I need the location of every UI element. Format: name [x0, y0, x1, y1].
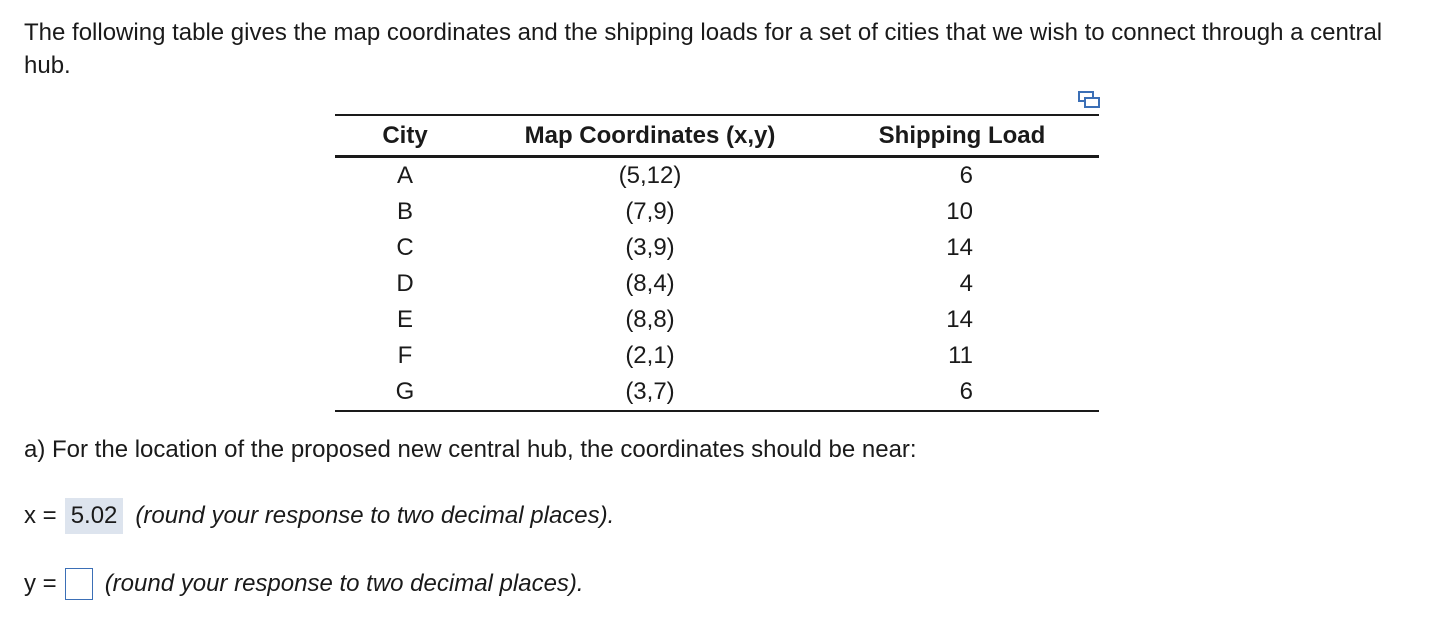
x-answer-field[interactable]: 5.02	[65, 498, 124, 534]
load-cell: 6	[959, 162, 973, 189]
coordinates-cell: (8,8)	[625, 306, 675, 333]
table-row	[335, 157, 1099, 195]
city-cell: F	[397, 342, 413, 369]
city-cell: E	[396, 306, 413, 333]
answer-row-y	[24, 568, 584, 600]
city-cell: D	[396, 270, 414, 297]
header-shipping-load: Shipping Load	[825, 115, 1099, 157]
load-cell: 14	[946, 306, 973, 333]
table-header-row	[335, 115, 1099, 157]
coordinates-cell: (5,12)	[618, 162, 682, 189]
city-cell: B	[396, 198, 413, 225]
coordinates-cell: (3,7)	[625, 378, 675, 405]
x-hint: (round your response to two decimal places).	[135, 502, 615, 529]
coordinates-cell: (3,9)	[625, 234, 675, 261]
table-row	[335, 374, 1099, 411]
table-row	[335, 302, 1099, 338]
header-map-coordinates: Map Coordinates (x,y)	[475, 115, 825, 157]
city-data-table	[335, 114, 1099, 412]
question-prompt: a) For the location of the proposed new central hub, the coordinates should be near:	[24, 436, 917, 463]
problem-intro: The following table gives the map coordinates and the shipping loads for a set of cities that we wish to connect through a central hub.	[24, 19, 1383, 79]
x-label: x =	[24, 502, 57, 529]
coordinates-cell: (7,9)	[625, 198, 675, 225]
city-cell: G	[395, 378, 415, 405]
y-label: y =	[24, 570, 57, 597]
table-row	[335, 266, 1099, 302]
load-cell: 6	[959, 378, 973, 405]
y-hint: (round your response to two decimal places).	[104, 570, 584, 597]
y-answer-input[interactable]	[65, 568, 93, 600]
copy-table-icon[interactable]	[1076, 89, 1102, 109]
city-cell: A	[396, 162, 413, 189]
load-cell: 4	[959, 270, 973, 297]
header-city: City	[335, 115, 475, 157]
load-cell: 11	[948, 342, 973, 369]
table-row	[335, 194, 1099, 230]
answer-row-x	[24, 498, 614, 534]
coordinates-cell: (2,1)	[625, 342, 675, 369]
coordinates-cell: (8,4)	[625, 270, 675, 297]
load-cell: 10	[946, 198, 973, 225]
load-cell: 14	[946, 234, 973, 261]
table-row	[335, 230, 1099, 266]
table-row	[335, 338, 1099, 374]
city-cell: C	[396, 234, 414, 261]
